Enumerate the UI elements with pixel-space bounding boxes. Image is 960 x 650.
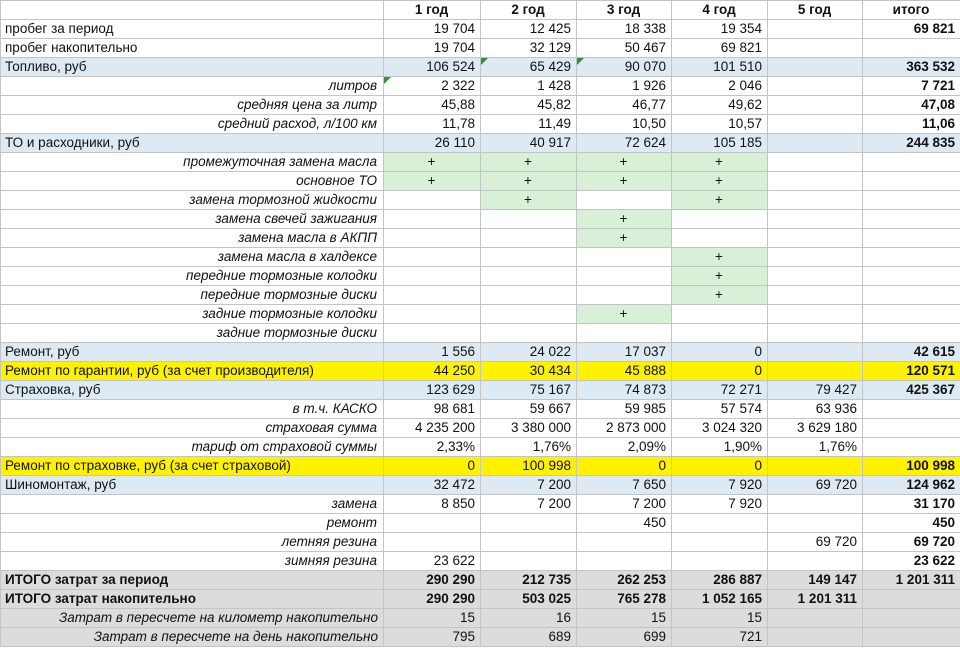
row-label[interactable]: Топливо, руб — [1, 58, 384, 77]
year-3-cell[interactable] — [577, 533, 672, 552]
row-label[interactable]: замена тормозной жидкости — [1, 191, 384, 210]
year-4-cell[interactable]: 101 510 — [672, 58, 768, 77]
year-5-cell[interactable] — [768, 495, 863, 514]
total-cell[interactable]: 363 532 — [863, 58, 960, 77]
total-cell[interactable] — [863, 210, 960, 229]
year-5-cell[interactable]: 79 427 — [768, 381, 863, 400]
table-row — [1, 134, 960, 153]
row-label[interactable]: литров — [1, 77, 384, 96]
table-row — [1, 210, 960, 229]
year-2-cell[interactable]: 7 200 — [481, 495, 577, 514]
year-3-cell[interactable]: 0 — [577, 457, 672, 476]
row-label[interactable]: Шиномонтаж, руб — [1, 476, 384, 495]
year-5-cell[interactable] — [768, 628, 863, 647]
table-row — [1, 39, 960, 58]
table-row — [1, 571, 960, 590]
year-2-cell[interactable]: 503 025 — [481, 590, 577, 609]
year-2-cell[interactable]: 3 380 000 — [481, 419, 577, 438]
total-cell[interactable]: 23 622 — [863, 552, 960, 571]
year-5-cell[interactable] — [768, 267, 863, 286]
total-cell[interactable] — [863, 324, 960, 343]
year-2-cell[interactable]: + — [481, 191, 577, 210]
year-3-cell[interactable]: 50 467 — [577, 39, 672, 58]
table-row — [1, 343, 960, 362]
year-5-cell[interactable]: 69 720 — [768, 476, 863, 495]
row-label[interactable]: Ремонт по гарантии, руб (за счет производителя) — [1, 362, 384, 381]
year-1-cell[interactable] — [384, 533, 481, 552]
year-2-cell[interactable]: 212 735 — [481, 571, 577, 590]
total-cell[interactable] — [863, 286, 960, 305]
year-4-cell[interactable]: 57 574 — [672, 400, 768, 419]
year-5-cell[interactable]: 63 936 — [768, 400, 863, 419]
year-4-cell[interactable]: 1 052 165 — [672, 590, 768, 609]
year-4-cell[interactable]: 19 354 — [672, 20, 768, 39]
year-5-cell[interactable] — [768, 20, 863, 39]
row-label[interactable]: ремонт — [1, 514, 384, 533]
year-1-cell[interactable]: 795 — [384, 628, 481, 647]
table-row — [1, 191, 960, 210]
row-label[interactable]: Страховка, руб — [1, 381, 384, 400]
table-row — [1, 438, 960, 457]
year-2-cell[interactable]: 1 428 — [481, 77, 577, 96]
year-1-cell[interactable] — [384, 191, 481, 210]
year-5-cell[interactable] — [768, 115, 863, 134]
year-3-cell[interactable]: 59 985 — [577, 400, 672, 419]
year-4-cell[interactable]: + — [672, 248, 768, 267]
total-cell[interactable] — [863, 400, 960, 419]
year-3-cell[interactable]: 765 278 — [577, 590, 672, 609]
year-1-cell[interactable] — [384, 514, 481, 533]
year-2-cell[interactable]: 40 917 — [481, 134, 577, 153]
year-4-cell[interactable]: 286 887 — [672, 571, 768, 590]
year-2-cell[interactable]: 7 200 — [481, 476, 577, 495]
year-4-cell[interactable]: + — [672, 267, 768, 286]
year-1-cell[interactable]: 8 850 — [384, 495, 481, 514]
table-row — [1, 552, 960, 571]
total-cell[interactable] — [863, 438, 960, 457]
year-4-cell[interactable]: + — [672, 191, 768, 210]
year-3-cell[interactable]: + — [577, 153, 672, 172]
table-row — [1, 533, 960, 552]
table-row — [1, 419, 960, 438]
year-5-cell[interactable] — [768, 210, 863, 229]
year-3-cell[interactable]: + — [577, 172, 672, 191]
year-4-cell[interactable]: 0 — [672, 343, 768, 362]
year-3-cell[interactable] — [577, 552, 672, 571]
year-5-cell[interactable] — [768, 248, 863, 267]
year-3-cell[interactable]: 46,77 — [577, 96, 672, 115]
year-1-cell[interactable]: 32 472 — [384, 476, 481, 495]
row-label[interactable]: пробег за период — [1, 20, 384, 39]
year-1-cell[interactable]: + — [384, 172, 481, 191]
year-2-cell[interactable]: 100 998 — [481, 457, 577, 476]
year-4-cell[interactable]: 10,57 — [672, 115, 768, 134]
year-1-cell[interactable] — [384, 248, 481, 267]
year-4-cell[interactable]: 1,90% — [672, 438, 768, 457]
total-cell[interactable] — [863, 419, 960, 438]
table-row — [1, 20, 960, 39]
year-5-cell[interactable] — [768, 58, 863, 77]
year-3-cell[interactable]: 10,50 — [577, 115, 672, 134]
header-cell-total[interactable]: итого — [863, 1, 960, 20]
year-1-cell[interactable]: 0 — [384, 457, 481, 476]
table-row — [1, 77, 960, 96]
row-label[interactable]: страховая сумма — [1, 419, 384, 438]
total-cell[interactable] — [863, 590, 960, 609]
year-1-cell[interactable] — [384, 286, 481, 305]
year-3-cell[interactable]: + — [577, 210, 672, 229]
total-cell[interactable]: 47,08 — [863, 96, 960, 115]
year-2-cell[interactable]: 30 434 — [481, 362, 577, 381]
row-label[interactable]: основное ТО — [1, 172, 384, 191]
year-5-cell[interactable]: 1 201 311 — [768, 590, 863, 609]
table-row — [1, 609, 960, 628]
year-3-cell[interactable]: 74 873 — [577, 381, 672, 400]
year-3-cell[interactable]: 450 — [577, 514, 672, 533]
total-cell[interactable]: 100 998 — [863, 457, 960, 476]
year-4-cell[interactable] — [672, 210, 768, 229]
table-row — [1, 457, 960, 476]
year-3-cell[interactable]: + — [577, 229, 672, 248]
year-5-cell[interactable] — [768, 609, 863, 628]
year-3-cell[interactable]: 1 926 — [577, 77, 672, 96]
year-2-cell[interactable] — [481, 552, 577, 571]
sheet-body — [1, 1, 960, 647]
total-cell[interactable]: 124 962 — [863, 476, 960, 495]
year-2-cell[interactable]: 11,49 — [481, 115, 577, 134]
year-2-cell[interactable]: 12 425 — [481, 20, 577, 39]
year-1-cell[interactable]: 45,88 — [384, 96, 481, 115]
year-5-cell[interactable] — [768, 96, 863, 115]
year-2-cell[interactable] — [481, 286, 577, 305]
table-row — [1, 153, 960, 172]
year-5-cell[interactable] — [768, 343, 863, 362]
table-row — [1, 58, 960, 77]
year-4-cell[interactable] — [672, 229, 768, 248]
header-cell-year-5[interactable]: 5 год — [768, 1, 863, 20]
year-2-cell[interactable]: 59 667 — [481, 400, 577, 419]
year-1-cell[interactable] — [384, 324, 481, 343]
table-row — [1, 267, 960, 286]
year-4-cell[interactable]: 105 185 — [672, 134, 768, 153]
row-label[interactable]: промежуточная замена масла — [1, 153, 384, 172]
year-1-cell[interactable]: 2 322 — [384, 77, 481, 96]
table-row — [1, 590, 960, 609]
year-5-cell[interactable] — [768, 514, 863, 533]
year-5-cell[interactable] — [768, 191, 863, 210]
year-5-cell[interactable] — [768, 229, 863, 248]
year-3-cell[interactable] — [577, 324, 672, 343]
row-label[interactable]: в т.ч. КАСКО — [1, 400, 384, 419]
year-4-cell[interactable]: 72 271 — [672, 381, 768, 400]
total-cell[interactable] — [863, 267, 960, 286]
year-3-cell[interactable]: + — [577, 305, 672, 324]
row-label[interactable]: зимняя резина — [1, 552, 384, 571]
year-2-cell[interactable] — [481, 267, 577, 286]
row-label[interactable]: Ремонт, руб — [1, 343, 384, 362]
row-label[interactable]: ИТОГО затрат накопительно — [1, 590, 384, 609]
row-label[interactable]: Ремонт по страховке, руб (за счет страховой) — [1, 457, 384, 476]
year-5-cell[interactable]: 1,76% — [768, 438, 863, 457]
year-4-cell[interactable]: 7 920 — [672, 495, 768, 514]
year-1-cell[interactable]: + — [384, 153, 481, 172]
row-label[interactable]: средняя цена за литр — [1, 96, 384, 115]
year-1-cell[interactable]: 290 290 — [384, 590, 481, 609]
year-3-cell[interactable] — [577, 248, 672, 267]
table-row — [1, 324, 960, 343]
year-3-cell[interactable]: 2,09% — [577, 438, 672, 457]
year-1-cell[interactable]: 106 524 — [384, 58, 481, 77]
year-2-cell[interactable]: 45,82 — [481, 96, 577, 115]
year-1-cell[interactable]: 11,78 — [384, 115, 481, 134]
table-row — [1, 476, 960, 495]
row-label[interactable]: тариф от страховой суммы — [1, 438, 384, 457]
year-1-cell[interactable]: 44 250 — [384, 362, 481, 381]
table-row — [1, 115, 960, 134]
year-2-cell[interactable] — [481, 305, 577, 324]
header-cell-year-4[interactable]: 4 год — [672, 1, 768, 20]
year-3-cell[interactable]: 15 — [577, 609, 672, 628]
total-cell[interactable] — [863, 248, 960, 267]
row-label[interactable]: замена свечей зажигания — [1, 210, 384, 229]
row-label[interactable]: замена масла в халдексе — [1, 248, 384, 267]
year-3-cell[interactable]: 7 650 — [577, 476, 672, 495]
year-1-cell[interactable]: 19 704 — [384, 39, 481, 58]
year-4-cell[interactable]: 69 821 — [672, 39, 768, 58]
year-2-cell[interactable]: 32 129 — [481, 39, 577, 58]
year-1-cell[interactable] — [384, 305, 481, 324]
row-label[interactable]: замена масла в АКПП — [1, 229, 384, 248]
year-2-cell[interactable]: + — [481, 153, 577, 172]
year-5-cell[interactable] — [768, 324, 863, 343]
year-3-cell[interactable]: 2 873 000 — [577, 419, 672, 438]
row-label[interactable]: Затрат в пересчете на километр накопительно — [1, 609, 384, 628]
year-5-cell[interactable] — [768, 305, 863, 324]
total-cell[interactable]: 1 201 311 — [863, 571, 960, 590]
year-2-cell[interactable] — [481, 533, 577, 552]
year-5-cell[interactable] — [768, 153, 863, 172]
year-5-cell[interactable] — [768, 286, 863, 305]
year-1-cell[interactable]: 23 622 — [384, 552, 481, 571]
year-3-cell[interactable] — [577, 191, 672, 210]
total-cell[interactable] — [863, 153, 960, 172]
table-row — [1, 495, 960, 514]
table-row — [1, 362, 960, 381]
year-4-cell[interactable] — [672, 533, 768, 552]
year-2-cell[interactable]: 65 429 — [481, 58, 577, 77]
table-row — [1, 514, 960, 533]
year-2-cell[interactable]: 75 167 — [481, 381, 577, 400]
total-cell[interactable] — [863, 229, 960, 248]
year-3-cell[interactable]: 17 037 — [577, 343, 672, 362]
year-2-cell[interactable]: 24 022 — [481, 343, 577, 362]
total-cell[interactable]: 11,06 — [863, 115, 960, 134]
year-4-cell[interactable]: + — [672, 286, 768, 305]
year-5-cell[interactable] — [768, 362, 863, 381]
row-label[interactable]: ИТОГО затрат за период — [1, 571, 384, 590]
table-row — [1, 305, 960, 324]
total-cell[interactable] — [863, 172, 960, 191]
year-2-cell[interactable] — [481, 248, 577, 267]
year-4-cell[interactable] — [672, 305, 768, 324]
year-5-cell[interactable] — [768, 457, 863, 476]
total-cell[interactable]: 69 821 — [863, 20, 960, 39]
year-2-cell[interactable] — [481, 210, 577, 229]
year-1-cell[interactable]: 1 556 — [384, 343, 481, 362]
year-4-cell[interactable]: 0 — [672, 457, 768, 476]
row-label[interactable]: Затрат в пересчете на день накопительно — [1, 628, 384, 647]
year-4-cell[interactable]: 49,62 — [672, 96, 768, 115]
table-row — [1, 286, 960, 305]
total-cell[interactable]: 31 170 — [863, 495, 960, 514]
table-row — [1, 96, 960, 115]
year-5-cell[interactable] — [768, 172, 863, 191]
year-5-cell[interactable]: 69 720 — [768, 533, 863, 552]
year-1-cell[interactable] — [384, 229, 481, 248]
year-4-cell[interactable]: + — [672, 153, 768, 172]
header-row — [1, 1, 960, 20]
year-2-cell[interactable]: 16 — [481, 609, 577, 628]
year-1-cell[interactable]: 123 629 — [384, 381, 481, 400]
year-1-cell[interactable]: 15 — [384, 609, 481, 628]
header-cell-year-3[interactable]: 3 год — [577, 1, 672, 20]
year-2-cell[interactable] — [481, 229, 577, 248]
table-row — [1, 400, 960, 419]
row-label[interactable]: ТО и расходники, руб — [1, 134, 384, 153]
year-2-cell[interactable] — [481, 324, 577, 343]
total-cell[interactable] — [863, 609, 960, 628]
year-1-cell[interactable]: 26 110 — [384, 134, 481, 153]
row-label[interactable]: летняя резина — [1, 533, 384, 552]
year-4-cell[interactable] — [672, 514, 768, 533]
total-cell[interactable]: 450 — [863, 514, 960, 533]
year-2-cell[interactable] — [481, 514, 577, 533]
table-row — [1, 248, 960, 267]
header-cell-year-1[interactable]: 1 год — [384, 1, 481, 20]
total-cell[interactable] — [863, 39, 960, 58]
total-cell[interactable] — [863, 628, 960, 647]
row-label[interactable]: средний расход, л/100 км — [1, 115, 384, 134]
total-cell[interactable]: 425 367 — [863, 381, 960, 400]
year-3-cell[interactable]: 18 338 — [577, 20, 672, 39]
year-2-cell[interactable]: 1,76% — [481, 438, 577, 457]
year-5-cell[interactable]: 3 629 180 — [768, 419, 863, 438]
total-cell[interactable]: 69 720 — [863, 533, 960, 552]
row-label[interactable]: пробег накопительно — [1, 39, 384, 58]
total-cell[interactable]: 244 835 — [863, 134, 960, 153]
year-3-cell[interactable]: 262 253 — [577, 571, 672, 590]
table-row — [1, 229, 960, 248]
year-4-cell[interactable] — [672, 552, 768, 571]
year-1-cell[interactable]: 2,33% — [384, 438, 481, 457]
total-cell[interactable] — [863, 305, 960, 324]
row-label[interactable]: передние тормозные колодки — [1, 267, 384, 286]
year-1-cell[interactable]: 4 235 200 — [384, 419, 481, 438]
year-1-cell[interactable] — [384, 267, 481, 286]
year-4-cell[interactable]: 7 920 — [672, 476, 768, 495]
total-cell[interactable]: 120 571 — [863, 362, 960, 381]
year-3-cell[interactable]: 699 — [577, 628, 672, 647]
table-row — [1, 628, 960, 647]
total-cell[interactable] — [863, 191, 960, 210]
year-1-cell[interactable]: 98 681 — [384, 400, 481, 419]
header-cell[interactable] — [1, 1, 384, 20]
row-label[interactable]: передние тормозные диски — [1, 286, 384, 305]
total-cell[interactable]: 42 615 — [863, 343, 960, 362]
year-5-cell[interactable]: 149 147 — [768, 571, 863, 590]
year-4-cell[interactable]: 3 024 320 — [672, 419, 768, 438]
year-4-cell[interactable]: + — [672, 172, 768, 191]
year-1-cell[interactable]: 19 704 — [384, 20, 481, 39]
year-3-cell[interactable] — [577, 267, 672, 286]
year-5-cell[interactable] — [768, 134, 863, 153]
year-4-cell[interactable] — [672, 324, 768, 343]
year-2-cell[interactable]: 689 — [481, 628, 577, 647]
header-cell-year-2[interactable]: 2 год — [481, 1, 577, 20]
year-5-cell[interactable] — [768, 39, 863, 58]
table-row — [1, 381, 960, 400]
year-3-cell[interactable]: 7 200 — [577, 495, 672, 514]
total-cell[interactable]: 7 721 — [863, 77, 960, 96]
row-label[interactable]: задние тормозные колодки — [1, 305, 384, 324]
year-1-cell[interactable] — [384, 210, 481, 229]
year-3-cell[interactable]: 45 888 — [577, 362, 672, 381]
year-3-cell[interactable]: 72 624 — [577, 134, 672, 153]
year-4-cell[interactable]: 15 — [672, 609, 768, 628]
year-2-cell[interactable]: + — [481, 172, 577, 191]
year-4-cell[interactable]: 721 — [672, 628, 768, 647]
row-label[interactable]: замена — [1, 495, 384, 514]
year-4-cell[interactable]: 2 046 — [672, 77, 768, 96]
year-5-cell[interactable] — [768, 552, 863, 571]
year-3-cell[interactable] — [577, 286, 672, 305]
table-row — [1, 172, 960, 191]
year-4-cell[interactable]: 0 — [672, 362, 768, 381]
year-5-cell[interactable] — [768, 77, 863, 96]
row-label[interactable]: задние тормозные диски — [1, 324, 384, 343]
year-3-cell[interactable]: 90 070 — [577, 58, 672, 77]
year-1-cell[interactable]: 290 290 — [384, 571, 481, 590]
